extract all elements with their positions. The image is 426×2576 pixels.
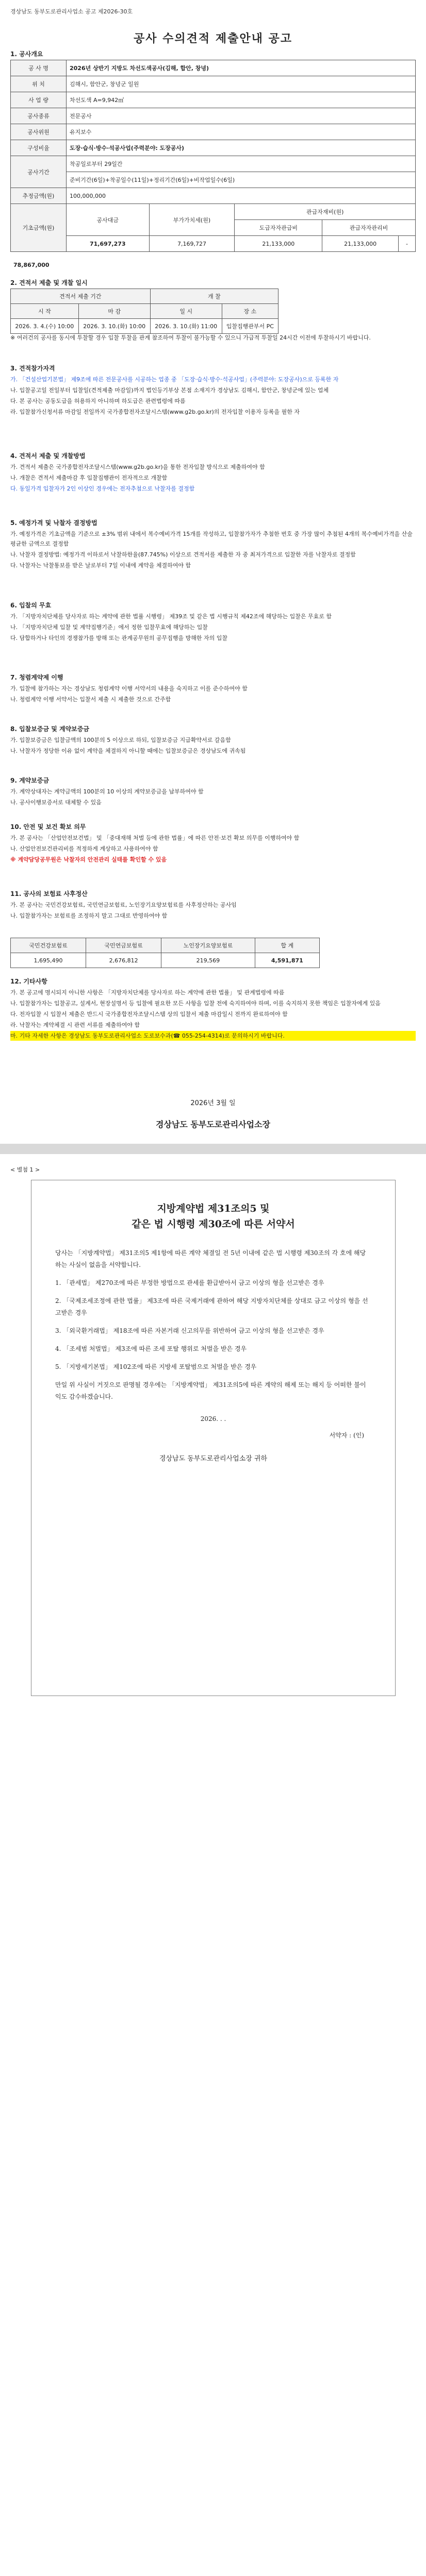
section-safety xyxy=(10,819,416,866)
table-row xyxy=(11,319,278,334)
section-heading: 11. 공사의 보험료 사후정산 xyxy=(10,890,88,897)
insurance-fee-table xyxy=(10,938,320,968)
fee-header: 공사대금 xyxy=(67,204,150,236)
row-value: 유지보수 xyxy=(67,124,416,140)
fee-header: 합 계 xyxy=(255,938,319,953)
row-label: 사 업 량 xyxy=(11,92,67,108)
fee-value: 21,133,000 xyxy=(322,236,399,252)
section-misc xyxy=(10,974,416,1042)
row-label: 추정금액(원) xyxy=(11,188,67,204)
list-item: 나. 산업안전보건관리비를 적정하게 계상하고 사용하여야 함 xyxy=(10,845,158,852)
section-heading: 4. 견적서 제출 및 개찰방법 xyxy=(10,452,86,460)
section-heading: 8. 입찰보증금 및 계약보증금 xyxy=(10,725,89,733)
list-item: 마. 기타 자세한 사항은 경상남도 동부도로관리사업소 도로보수과(☎ 055-254-4314)로 문의하시기 바랍니다. xyxy=(10,1031,416,1041)
schedule-value: 2026. 3. 4.(수) 10:00 xyxy=(11,319,79,334)
list-item: 가. 본 공사는 국민건강보험료, 국민연금보험료, 노인장기요양보험료를 사후정산하는 공사임 xyxy=(10,902,237,908)
list-item: 나. 공사이행보증서로 대체할 수 있음 xyxy=(10,799,102,806)
fee-value: 71,697,273 xyxy=(67,236,150,252)
list-item: 다. 전자입찰 시 입찰서 제출은 반드시 국가종합전자조달시스템 상의 입찰서 제출 마감일시 전까지 완료하여야 함 xyxy=(10,1011,288,1018)
section-heading-overview: 1. 공사개요 xyxy=(10,50,43,58)
table-row xyxy=(11,953,320,968)
schedule-value: 입찰집행관부서 PC xyxy=(222,319,278,334)
project-overview-table xyxy=(10,60,416,252)
list-item: 가. 「지방자치단체를 당사자로 하는 계약에 관한 법률 시행령」 제39조 및 같은 법 시행규칙 제42조에 해당하는 입찰은 무효로 함 xyxy=(10,613,332,620)
section-heading: 7. 청렴계약제 이행 xyxy=(10,674,63,681)
fee-header: 국민건강보험료 xyxy=(11,938,86,953)
fee-header: 관급자재비(원) xyxy=(235,204,416,220)
pledge-paragraph: 2. 「국제조세조정에 관한 법률」 제3조에 따른 국제거래에 관하여 해당 지방자치단체를 상대로 금고 이상의 형을 선고받은 경우 xyxy=(55,1297,368,1316)
table-row xyxy=(11,108,416,124)
list-item: 가. 입찰보증금은 입찰금액의 100분의 5 이상으로 하되, 입찰보증금 지급확약서로 갈음함 xyxy=(10,737,231,743)
row-label: 공사종류 xyxy=(11,108,67,124)
row-value: 전문공사 xyxy=(67,108,416,124)
list-item: 다. 낙찰자는 낙찰통보를 받은 날로부터 7일 이내에 계약을 체결하여야 함 xyxy=(10,562,191,569)
pledge-recipient: 경상남도 동부도로관리사업소장 귀하 xyxy=(159,1455,268,1463)
list-item: 나. 입찰공고일 전일부터 입찰일(견적제출 마감일)까지 법인등기부상 본점 소재지가 경상남도 김해시, 함안군, 창녕군에 있는 업체 xyxy=(10,387,329,394)
notice-date: 2026년 3월 일 xyxy=(190,1099,236,1107)
schedule-header: 견적서 제출 기간 xyxy=(11,289,151,304)
section-insurance xyxy=(10,886,416,922)
row-value: 도장·습식·방수·석공사업(주력분야: 도장공사) xyxy=(67,140,416,156)
row-label: 공사기간 xyxy=(11,156,67,188)
pledge-paragraph: 1. 「관세법」 제270조에 따른 부정한 방법으로 관세를 환급받아서 금고 이상의 형을 선고받은 경우 xyxy=(55,1279,324,1286)
pledge-date: 2026. . . xyxy=(200,1415,226,1422)
schedule-header: 개 찰 xyxy=(150,289,278,304)
row-value: 2026년 상반기 지방도 차선도색공사(김해, 합안, 창녕) xyxy=(67,60,416,76)
row-value: 차선도색 A=9,942㎡ xyxy=(67,92,416,108)
pledge-title-line1: 지방계약법 제31조의5 및 xyxy=(157,1203,270,1214)
page-divider xyxy=(0,1144,426,1154)
schedule-subheader: 일 시 xyxy=(150,304,222,319)
list-item: 다. 동일가격 입찰자가 2인 이상인 경우에는 전자추첨으로 낙찰자를 결정함 xyxy=(10,485,195,492)
row-value: 착공일로부터 29일간 xyxy=(67,156,416,172)
table-row xyxy=(11,92,416,108)
list-item: ※ 계약담당공무원은 낙찰자의 안전관리 실태를 확인할 수 있음 xyxy=(10,856,167,863)
list-item: 라. 낙찰자는 계약체결 시 관련 서류를 제출하여야 함 xyxy=(10,1022,140,1028)
table-row xyxy=(11,304,278,319)
row-label: 위 치 xyxy=(11,76,67,92)
row-label: 공 사 명 xyxy=(11,60,67,76)
list-item: 가. 본 공고에 명시되지 아니한 사항은 「지방자치단체를 당사자로 하는 계약에 관한 법률」 및 관계법령에 따름 xyxy=(10,989,285,996)
table-row xyxy=(11,188,416,204)
schedule-table xyxy=(10,289,278,334)
note-text: ※ 여러건의 공사를 동시에 투찰할 경우 입찰 투찰을 관계 참조하여 투찰이 불가능할 수 있으니 가급적 투찰일 24시간 이전에 투찰하시기 바랍니다. xyxy=(10,334,371,341)
section-integrity xyxy=(10,670,416,705)
table-row xyxy=(11,172,416,188)
section-contract-bond xyxy=(10,773,416,808)
table-row xyxy=(11,156,416,172)
pledge-body xyxy=(31,1247,395,1403)
pledge-paragraph: 만일 위 사실이 거짓으로 판명될 경우에는 「지방계약법」 제31조의5에 따른 계약의 해제 또는 해지 등 어떠한 불이익도 감수하겠습니다. xyxy=(55,1381,366,1400)
table-row xyxy=(11,124,416,140)
schedule-value: 2026. 3. 10.(화) 10:00 xyxy=(78,319,150,334)
attachment-label: < 별첨 1 > xyxy=(10,1166,40,1173)
fee-header: 노인장기요양보험료 xyxy=(161,938,255,953)
list-item: 나. 낙찰자가 정당한 이유 없이 계약을 체결하지 아니할 때에는 입찰보증금은 경상남도에 귀속됨 xyxy=(10,748,246,754)
section-heading: 6. 입찰의 무효 xyxy=(10,602,52,609)
section-heading: 12. 기타사항 xyxy=(10,978,47,985)
section-submission xyxy=(10,448,416,495)
fee-header: 부가가치세(원) xyxy=(149,204,235,236)
pledge-paragraph: 3. 「외국환거래법」 제18조에 따른 자본거래 신고의무를 위반하여 금고 이상의 형을 선고받은 경우 xyxy=(55,1327,324,1334)
fee-value: 21,133,000 xyxy=(235,236,322,252)
table-row xyxy=(11,236,416,252)
list-item: 나. 입찰참가자는 보험료를 조정하지 말고 그대로 반영하여야 함 xyxy=(10,912,168,919)
fee-header: 관급자자관리비 xyxy=(322,220,416,236)
list-item: 나. 청렴계약 이행 서약서는 입찰서 제출 시 제출한 것으로 간주함 xyxy=(10,696,171,703)
table-row xyxy=(11,140,416,156)
pledge-paragraph: 4. 「조세범 처벌법」 제3조에 따른 조세 포탈 행위로 처벌을 받은 경우 xyxy=(55,1345,247,1352)
fee-value: 2,676,812 xyxy=(86,953,161,968)
table-row xyxy=(11,938,320,953)
list-item: 다. 담합하거나 타인의 경쟁참가를 방해 또는 관계공무원의 공무집행을 방해한 자의 입찰 xyxy=(10,635,227,641)
row-label: 공사위원 xyxy=(11,124,67,140)
list-item: 나. 「지방자치단체 입찰 및 계약집행기준」에서 정한 입찰무효에 해당하는 입찰 xyxy=(10,624,208,631)
schedule-note xyxy=(10,333,416,344)
fee-value: 7,169,727 xyxy=(149,236,235,252)
section-heading: 3. 견적참가자격 xyxy=(10,365,55,372)
schedule-subheader: 시 작 xyxy=(11,304,79,319)
list-item: 가. 예정가격은 기초금액을 기준으로 ±3% 범위 내에서 복수예비가격 15개를 작성하고, 입찰참가자가 추첨한 번호 중 가장 많이 추첨된 4개의 복수예비가격을 산술평균한 금액으로 결정함 xyxy=(10,531,413,547)
table-row xyxy=(11,60,416,76)
table-row xyxy=(11,289,278,304)
row-value: 100,000,000 xyxy=(67,188,416,204)
pledge-document xyxy=(31,1180,396,1696)
list-item: 라. 입찰참가신청서류 마감일 전일까지 국가종합전자조달시스템(www.g2b.go.kr)의 전자입찰 이용자 등록을 필한 자 xyxy=(10,409,300,415)
section-heading: 9. 계약보증금 xyxy=(10,777,50,784)
section-heading: 5. 예정가격 및 낙찰자 결정방법 xyxy=(10,519,97,527)
table-row xyxy=(11,76,416,92)
section-eligibility xyxy=(10,361,416,418)
list-item: 가. 계약상대자는 계약금액의 100분의 10 이상의 계약보증금을 납부하여야 함 xyxy=(10,788,204,795)
list-item: 가. 본 공사는 「산업안전보건법」 및 「중대재해 처벌 등에 관한 법률」에 따른 안전·보건 확보 의무를 이행하여야 함 xyxy=(10,835,300,841)
schedule-subheader: 마 감 xyxy=(78,304,150,319)
fee-value: 1,695,490 xyxy=(11,953,86,968)
fee-value: 219,569 xyxy=(161,953,255,968)
row-label: 기초금액(원) xyxy=(11,204,67,252)
notice-signature: 경상남도 동부도로관리사업소장 xyxy=(156,1120,270,1129)
base-amount-total: 78,867,000 xyxy=(13,262,50,268)
section-award xyxy=(10,515,416,571)
fee-value: 4,591,871 xyxy=(255,953,319,968)
pledge-title-line2: 같은 법 시행령 제30조에 따른 서약서 xyxy=(132,1218,295,1230)
section-heading-schedule: 2. 견적서 제출 및 개찰 일시 xyxy=(10,279,88,286)
list-item: 나. 개찰은 견적서 제출마감 후 입찰집행관이 전자적으로 개찰함 xyxy=(10,474,168,481)
schedule-subheader: 장 소 xyxy=(222,304,278,319)
list-item: 나. 낙찰자 결정방법: 예정가격 이하로서 낙찰하한율(87.745%) 이상으로 견적서를 제출한 자 중 최저가격으로 입찰한 자를 낙찰자로 결정함 xyxy=(10,551,356,558)
section-invalid xyxy=(10,598,416,644)
fee-header: 도급자자관급비 xyxy=(235,220,322,236)
document-number: 경상남도 동부도로관리사업소 공고 제2026-30호 xyxy=(10,8,133,15)
section-bid-bond xyxy=(10,721,416,757)
page-title: 공사 수의견적 제출안내 공고 xyxy=(133,32,292,45)
pledge-paragraph: 5. 「지방세기본법」 제102조에 따른 지방세 포탈범으로 처벌을 받은 경우 xyxy=(55,1363,257,1370)
list-item: 나. 입찰참가자는 입찰공고, 설계서, 현장설명서 등 입찰에 필요한 모든 사항을 입찰 전에 숙지하여야 하며, 이를 숙지하지 못한 책임은 입찰자에게 있음 xyxy=(10,1000,381,1007)
fee-value: - xyxy=(398,236,415,252)
section-heading: 10. 안전 및 보건 확보 의무 xyxy=(10,823,86,831)
table-row xyxy=(11,204,416,220)
row-label: 구성비율 xyxy=(11,140,67,156)
pledge-signer: 서약자 : (인) xyxy=(329,1432,364,1439)
row-value: 준비기간(6일)+착공일수(11일)+정리기간(6일)+비작업일수(6일) xyxy=(67,172,416,188)
list-item: 가. 「건설산업기본법」 제9조에 따른 전문공사를 시공하는 업종 중 「도장·습식·방수·석공사업」(주력분야: 도장공사)으로 등록한 자 xyxy=(10,376,339,383)
list-item: 가. 견적서 제출은 국가종합전자조달시스템(www.g2b.go.kr)을 통한 전자입찰 방식으로 제출하여야 함 xyxy=(10,464,265,470)
row-value: 김해시, 함안군, 창녕군 일원 xyxy=(67,76,416,92)
list-item: 가. 입찰에 참가하는 자는 경상남도 청렴계약 이행 서약서의 내용을 숙지하고 이를 준수하여야 함 xyxy=(10,685,248,692)
pledge-paragraph: 당사는 「지방계약법」 제31조의5 제1항에 따른 계약 체결일 전 5년 이내에 같은 법 시행령 제30조의 각 호에 해당하는 사실이 없음을 서약합니다. xyxy=(55,1249,366,1268)
schedule-value: 2026. 3. 10.(화) 11:00 xyxy=(150,319,222,334)
fee-header: 국민연금보험료 xyxy=(86,938,161,953)
list-item: 다. 본 공사는 공동도급을 허용하지 아니하며 하도급은 관련법령에 따름 xyxy=(10,398,186,404)
